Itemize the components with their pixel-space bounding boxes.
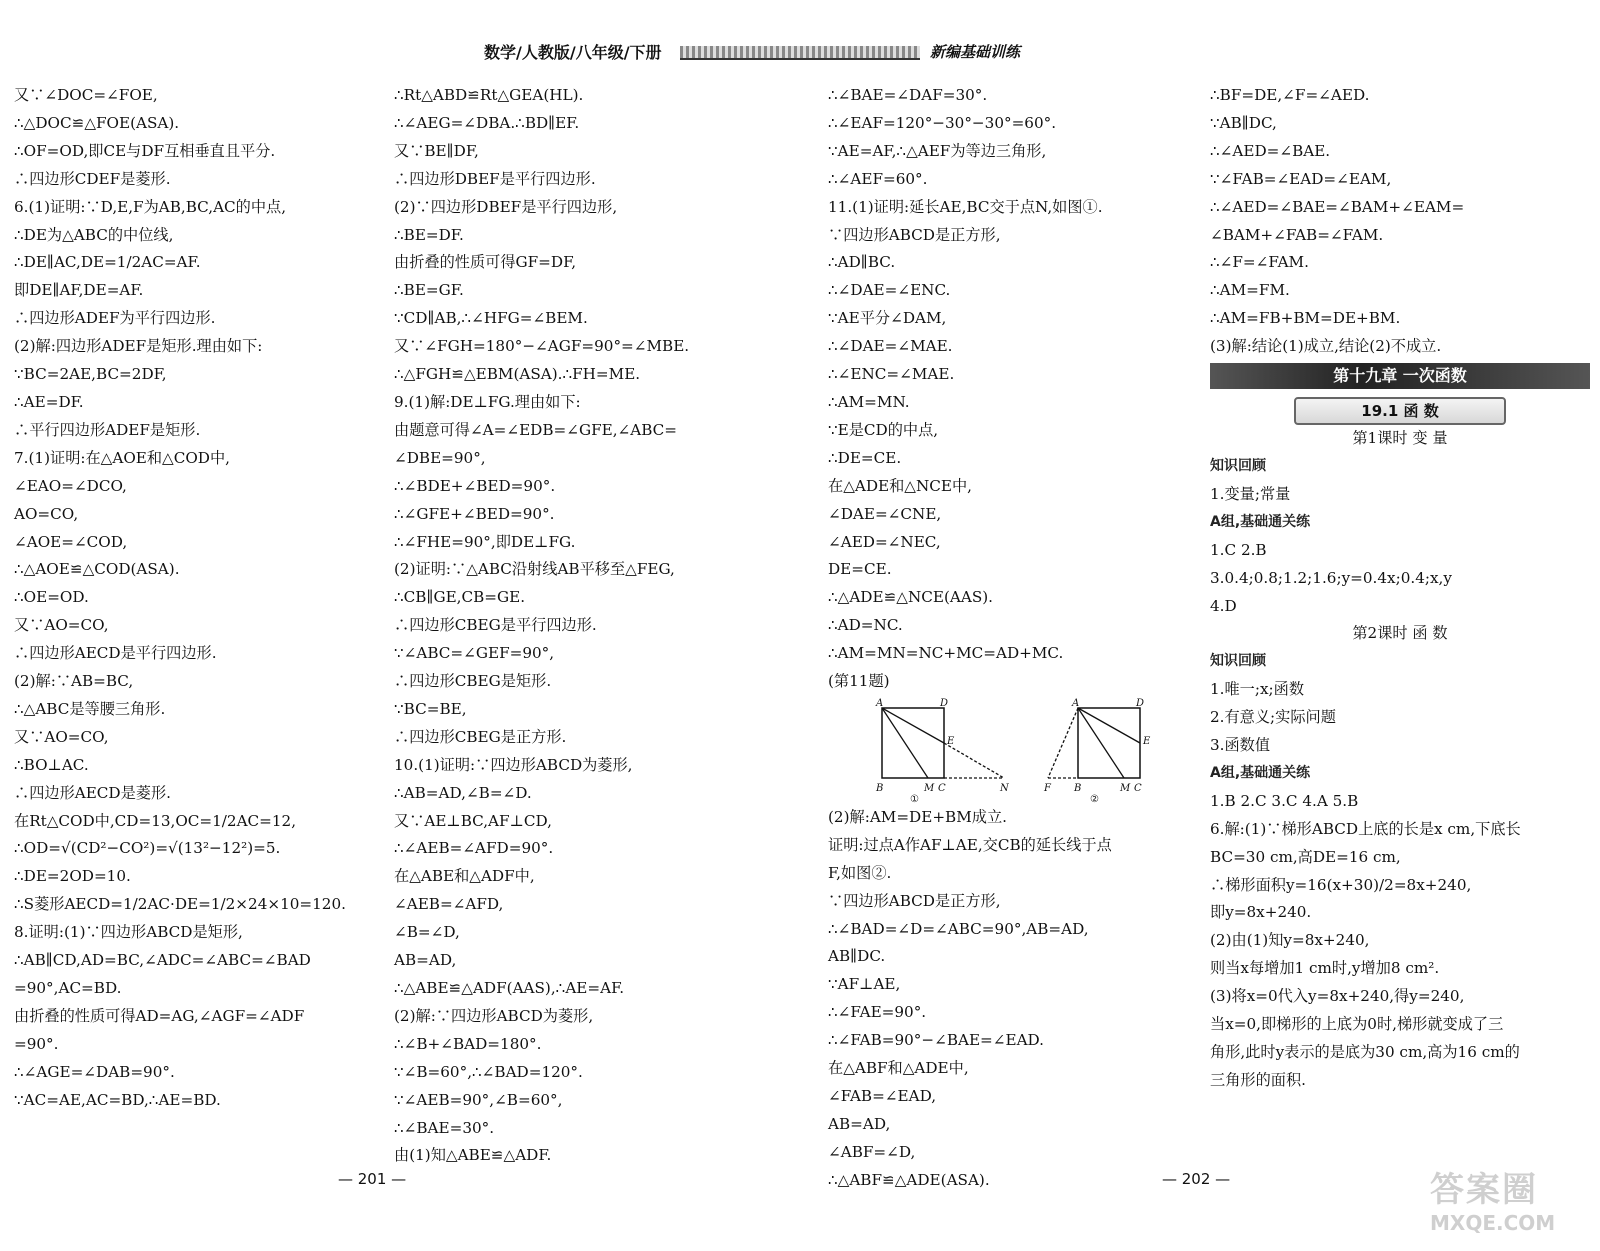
text-line: ∴△ADE≌△NCE(AAS). [828,588,993,607]
figure-11-diagrams [828,696,1168,804]
text-line: 由题意可得∠A=∠EDB=∠GFE,∠ABC= [394,420,678,439]
text-line: ∴∠FAB=90°−∠BAE=∠EAD. [828,1031,1045,1050]
text-line: ∴△AOE≌△COD(ASA). [14,560,180,579]
figure-1-label: A [876,697,884,709]
figure-1-label: B [876,782,884,794]
text-line: ∴AB=AD,∠B=∠D. [394,783,532,802]
text-line: 即DE∥AF,DE=AF. [14,281,144,300]
figure-1-label: C [938,782,946,794]
text-line: ∵AE=AF,∴△AEF为等边三角形, [828,141,1047,160]
figure-1-caption: ① [910,793,919,804]
text-line: ∵AC=AE,AC=BD,∴AE=BD. [14,1090,221,1109]
text-line: ∠AED=∠NEC, [828,532,941,551]
text-line: 三角形的面积. [1210,1070,1306,1089]
text-line: 11.(1)证明:延长AE,BC交于点N,如图①. [828,197,1103,216]
text-line: DE=CE. [828,560,892,579]
text-line: ∵∠AEB=90°,∠B=60°, [394,1090,563,1109]
text-line: (第11题) [828,672,890,691]
text-line: AB∥DC. [828,947,886,966]
figure-2-label: B [1074,782,1082,794]
text-line: ∵∠ABC=∠GEF=90°, [394,644,555,663]
watermark-text: 答案圈 [1430,1170,1538,1210]
text-line: 由(1)知△ABE≌△ADF. [394,1146,552,1165]
text-line: ∠AOE=∠COD, [14,532,128,551]
text-line: 10.(1)证明:∵四边形ABCD为菱形, [394,755,633,774]
text-line: ∴DE=2OD=10. [14,867,131,886]
text-line: BC=30 cm,高DE=16 cm, [1210,847,1401,866]
figure-11 [828,696,1188,804]
lesson-1-title: 第1课时 变 量 [1352,429,1448,448]
text-line: ∵AB∥DC, [1210,113,1277,132]
text-line: ∴四边形AECD是菱形. [14,783,171,802]
text-line: 3.函数值 [1210,736,1271,755]
text-line: ∴AD∥BC. [828,253,896,272]
text-line: ∴∠FHE=90°,即DE⊥FG. [394,532,576,551]
text-line: ∴OE=OD. [14,588,89,607]
text-line: 1.C 2.B [1210,540,1267,559]
text-line: ∴AM=FB+BM=DE+BM. [1210,309,1401,328]
text-line: 又∵∠FGH=180°−∠AGF=90°=∠MBE. [394,337,690,356]
text-line: ∴DE=CE. [828,448,902,467]
text-line: ∵四边形ABCD是正方形, [828,891,1001,910]
text-line: 又∵∠DOC=∠FOE, [14,86,158,104]
figure-2-label: A [1072,697,1080,709]
text-line: 9.(1)解:DE⊥FG.理由如下: [394,392,581,411]
text-line: 证明:过点A作AF⊥AE,交CB的延长线于点 [828,835,1112,854]
text-line: ∴四边形ADEF为平行四边形. [14,309,216,328]
header-brand: 新编基础训练 [930,43,1021,61]
text-line: ∴∠F=∠FAM. [1210,253,1309,272]
text-line: 又∵BE∥DF, [394,141,479,160]
text-line: 4.D [1210,596,1237,615]
text-line: =90°,AC=BD. [14,979,122,997]
figure-2-label: F [1044,782,1051,794]
text-line: ∠DBE=90°, [394,448,486,467]
text-line: (2)解:AM=DE+BM成立. [828,807,1007,826]
text-line: ∴平行四边形ADEF是矩形. [14,420,201,439]
text-line: ∴AM=MN. [828,392,910,411]
text-line: ∵∠FAB=∠EAD=∠EAM, [1210,169,1392,188]
text-line: ∴S菱形AECD=1/2AC·DE=1/2×24×10=120. [14,895,346,914]
text-line: ∴∠B+∠BAD=180°. [394,1034,542,1053]
text-line: ∵E是CD的中点, [828,420,939,439]
text-line: 6.解:(1)∵梯形ABCD上底的长是x cm,下底长 [1210,819,1521,838]
text-line: 在Rt△COD中,CD=13,OC=1/2AC=12, [14,811,297,830]
header-title: 数学/人教版/八年级/下册 [484,43,662,62]
text-line: 当x=0,即梯形的上底为0时,梯形就变成了三 [1210,1015,1504,1034]
text-line: ∴CB∥GE,CB=GE. [394,588,526,607]
text-line: ∴四边形DBEF是平行四边形. [394,169,596,188]
text-line: ∠FAB=∠EAD, [828,1087,937,1105]
section-title: 19.1 函 数 [1294,397,1506,425]
text-line: ∴AE=DF. [14,392,84,411]
text-line: AO=CO, [14,504,79,523]
text-line: 由折叠的性质可得GF=DF, [394,253,577,272]
text-line: (2)∵四边形DBEF是平行四边形, [394,197,618,216]
text-line: 在△ADE和△NCE中, [828,476,972,495]
text-line: ∴△DOC≌△FOE(ASA). [14,113,180,132]
text-line: ∴四边形AECD是平行四边形. [14,644,217,663]
figure-1-label: D [940,697,949,709]
text-line: 在△ABF和△ADE中, [828,1059,969,1078]
page-number-left: — 201 — [338,1170,407,1188]
text-line: 即y=8x+240. [1210,903,1312,922]
column-2 [394,82,774,1170]
text-line: ∴OF=OD,即CE与DF互相垂直且平分. [14,141,276,160]
figure-1-label: N [1000,782,1009,794]
text-line: 又∵AO=CO, [14,727,109,746]
text-line: ∠DAE=∠CNE, [828,504,942,523]
text-line: ∴BE=DF. [394,225,464,244]
text-line: (3)解:结论(1)成立,结论(2)不成立. [1210,337,1442,356]
text-line: AB=AD, [394,951,457,970]
text-line: ∠BAM+∠FAB=∠FAM. [1210,225,1384,244]
figure-1-label: M [924,782,935,794]
figure-1-label: E [947,735,955,747]
text-line: F,如图②. [828,863,892,882]
text-line: 8.证明:(1)∵四边形ABCD是矩形, [14,923,243,942]
text-line: (3)将x=0代入y=8x+240,得y=240, [1210,987,1465,1006]
text-line: ∴Rt△ABD≌Rt△GEA(HL). [394,86,584,104]
text-line: ∴AM=MN=NC+MC=AD+MC. [828,644,1064,663]
figure-2-label: E [1143,735,1151,747]
text-line: 3.0.4;0.8;1.2;1.6;y=0.4x;0.4;x,y [1210,568,1452,587]
text-line: ∴∠AEF=60°. [828,169,928,188]
text-line: ∴△ABF≌△ADE(ASA). [828,1170,990,1189]
text-line: 6.(1)证明:∵D,E,F为AB,BC,AC的中点, [14,197,287,216]
text-line: ∴∠AED=∠BAE. [1210,141,1331,160]
text-line: ∵BC=2AE,BC=2DF, [14,365,167,384]
text-line: ∴∠BAD=∠D=∠ABC=90°,AB=AD, [828,919,1089,938]
text-line: (2)由(1)知y=8x+240, [1210,931,1370,950]
text-line: ∵AF⊥AE, [828,975,901,994]
text-line: 2.有意义;实际问题 [1210,708,1336,727]
text-line: ∵BC=BE, [394,699,467,718]
text-line: ∴∠ENC=∠MAE. [828,365,955,384]
figure-2-label: C [1134,782,1142,794]
text-line: ∴∠EAF=120°−30°−30°=60°. [828,113,1057,132]
watermark-url: MXQE.COM [1430,1211,1556,1235]
text-line: ∴AB∥CD,AD=BC,∠ADC=∠ABC=∠BAD [14,951,311,970]
text-line: (2)解:∵四边形ABCD为菱形, [394,1006,594,1025]
text-line: =90°. [14,1034,59,1053]
figure-2-label: D [1136,697,1145,709]
text-line: ∴∠GFE+∠BED=90°. [394,504,555,523]
chapter-title: 第十九章 一次函数 [1210,363,1590,389]
text-line: ∴△FGH≌△EBM(ASA).∴FH=ME. [394,365,641,384]
column-4 [1210,82,1590,1095]
text-line: ∴∠AEB=∠AFD=90°. [394,839,554,858]
text-line: ∴∠AGE=∠DAB=90°. [14,1062,175,1081]
text-line: ∴∠AEG=∠DBA.∴BD∥EF. [394,113,580,132]
text-line: 1.B 2.C 3.C 4.A 5.B [1210,791,1359,810]
text-line: 又∵AO=CO, [14,616,109,635]
text-line: (2)解:四边形ADEF是矩形.理由如下: [14,337,263,356]
text-line: ∠ABF=∠D, [828,1142,916,1161]
text-line: ∠B=∠D, [394,923,460,942]
text-line: ∴∠BAE=30°. [394,1118,495,1137]
text-line: 7.(1)证明:在△AOE和△COD中, [14,448,230,467]
text-line: ∴BE=GF. [394,281,464,300]
text-line: AB=AD, [828,1114,891,1133]
text-line: 在△ABE和△ADF中, [394,867,535,886]
text-line: ∴四边形CDEF是菱形. [14,169,171,188]
text-line: ∴OD=√(CD²−CO²)=√(13²−12²)=5. [14,839,281,858]
text-line: ∴AD=NC. [828,616,903,635]
text-line: ∠EAO=∠DCO, [14,476,127,495]
lesson-2-title: 第2课时 函 数 [1352,624,1448,643]
text-line: ∴四边形CBEG是平行四边形. [394,616,597,635]
text-line: ∴四边形CBEG是矩形. [394,672,552,691]
text-line: 知识回顾 [1210,457,1266,474]
text-line: ∵四边形ABCD是正方形, [828,225,1001,244]
text-line: ∴BF=DE,∠F=∠AED. [1210,86,1370,104]
text-line: 又∵AE⊥BC,AF⊥CD, [394,811,552,830]
text-line: 则当x每增加1 cm时,y增加8 cm². [1210,959,1440,978]
text-line: ∴∠AED=∠BAE=∠BAM+∠EAM= [1210,197,1465,216]
text-line: A组,基础通关练 [1210,764,1311,781]
column-3 [828,82,1188,1195]
text-line: ∴∠DAE=∠ENC. [828,281,951,300]
text-line: ∠AEB=∠AFD, [394,895,504,914]
text-line: 角形,此时y表示的是底为30 cm,高为16 cm的 [1210,1043,1520,1061]
text-line: ∵CD∥AB,∴∠HFG=∠BEM. [394,309,588,328]
header-decor-bar [680,46,920,60]
text-line: ∴DE为△ABC的中位线, [14,225,174,244]
text-line: (2)证明:∵△ABC沿射线AB平移至△FEG, [394,560,675,579]
text-line: ∴BO⊥AC. [14,755,89,774]
text-line: 知识回顾 [1210,653,1266,670]
page-header [0,40,1600,68]
text-line: ∴∠BAE=∠DAF=30°. [828,86,988,104]
text-line: ∵AE平分∠DAM, [828,309,947,328]
text-line: ∴△ABC是等腰三角形. [14,699,166,718]
text-line: 1.唯一;x;函数 [1210,680,1305,699]
text-line: ∴∠BDE+∠BED=90°. [394,476,556,495]
column-1 [14,82,374,1115]
text-line: 由折叠的性质可得AD=AG,∠AGF=∠ADF [14,1006,305,1025]
text-line: ∴∠DAE=∠MAE. [828,337,953,356]
text-line: ∴四边形CBEG是正方形. [394,727,567,746]
text-line: ∴梯形面积y=16(x+30)/2=8x+240, [1210,875,1472,894]
page-number-right: — 202 — [1162,1170,1231,1188]
text-line: 1.变量;常量 [1210,484,1291,503]
text-line: ∴AM=FM. [1210,281,1290,300]
watermark-logo [1430,1162,1590,1242]
text-line: ∴DE∥AC,DE=1/2AC=AF. [14,253,201,272]
text-line: ∴∠FAE=90°. [828,1003,927,1022]
figure-2-caption: ② [1090,793,1099,804]
text-line: ∴△ABE≌△ADF(AAS),∴AE=AF. [394,979,625,997]
figure-2-label: M [1120,782,1131,794]
text-line: A组,基础通关练 [1210,513,1311,530]
text-line: (2)解:∵AB=BC, [14,672,134,691]
text-line: ∵∠B=60°,∴∠BAD=120°. [394,1062,583,1081]
